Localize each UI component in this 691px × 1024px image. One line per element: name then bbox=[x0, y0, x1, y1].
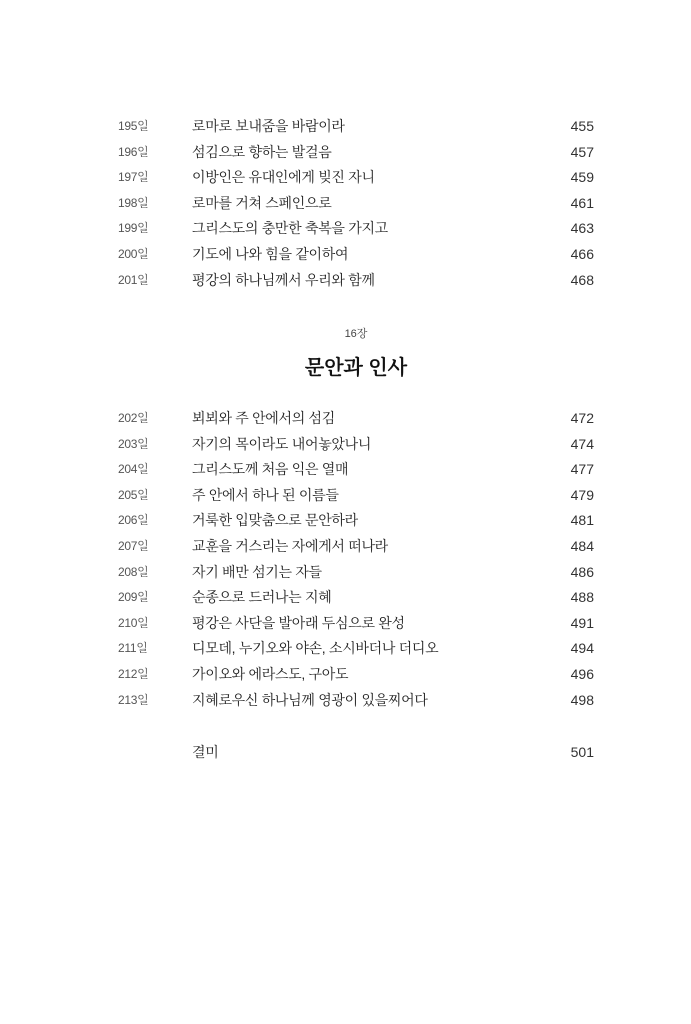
entry-day: 207일 bbox=[118, 538, 149, 553]
toc-entry[interactable] bbox=[0, 537, 691, 563]
entry-page: 477 bbox=[570, 461, 594, 478]
entry-page: 479 bbox=[570, 486, 594, 503]
entry-page: 484 bbox=[570, 537, 594, 554]
entry-title: 평강은 사단을 발아래 두심으로 완성 bbox=[192, 614, 405, 631]
entry-day: 199일 bbox=[118, 221, 149, 236]
toc-entry[interactable] bbox=[0, 588, 691, 614]
toc-entry[interactable] bbox=[0, 460, 691, 486]
chapter-title: 문안과 인사 bbox=[304, 357, 408, 379]
entry-page: 486 bbox=[570, 563, 594, 580]
entry-title: 지혜로우신 하나님께 영광이 있을찌어다 bbox=[192, 691, 428, 708]
entry-day: 209일 bbox=[118, 590, 149, 605]
entry-day: 212일 bbox=[118, 666, 149, 681]
entry-page: 457 bbox=[570, 143, 594, 160]
entry-title: 로마를 거쳐 스페인으로 bbox=[192, 194, 332, 211]
entry-title: 주 안에서 하나 된 이름들 bbox=[192, 486, 339, 503]
entry-title: 그리스도께 처음 익은 열매 bbox=[192, 461, 349, 478]
entry-title: 로마로 보내줌을 바람이라 bbox=[192, 118, 345, 134]
entry-day: 206일 bbox=[118, 513, 149, 528]
entry-page: 466 bbox=[570, 245, 594, 262]
toc-entry[interactable] bbox=[0, 143, 691, 169]
toc-entry[interactable] bbox=[0, 409, 691, 435]
entry-day: 196일 bbox=[118, 144, 149, 159]
entry-page: 494 bbox=[570, 640, 594, 657]
entry-page: 498 bbox=[570, 691, 594, 708]
entry-title: 이방인은 유대인에게 빚진 자니 bbox=[192, 169, 375, 186]
toc-entry[interactable] bbox=[0, 486, 691, 512]
entry-day: 213일 bbox=[118, 692, 149, 707]
toc-entry[interactable] bbox=[0, 435, 691, 461]
entry-title: 디모데, 누기오와 야손, 소시바더나 더디오 bbox=[192, 640, 439, 657]
entry-title: 평강의 하나님께서 우리와 함께 bbox=[192, 271, 375, 288]
entry-page: 474 bbox=[570, 435, 594, 452]
toc-entry[interactable] bbox=[0, 168, 691, 194]
entry-page: 463 bbox=[570, 220, 594, 237]
entry-day: 198일 bbox=[118, 195, 149, 210]
entry-day: 197일 bbox=[118, 170, 149, 185]
entry-page: 488 bbox=[570, 589, 594, 606]
toc-entry[interactable] bbox=[0, 691, 691, 717]
entry-day: 211일 bbox=[118, 641, 148, 656]
toc-entry[interactable] bbox=[0, 614, 691, 640]
toc-entry[interactable] bbox=[0, 117, 691, 143]
entry-day: 204일 bbox=[118, 462, 149, 477]
entry-title: 기도에 나와 힘을 같이하여 bbox=[192, 245, 349, 262]
entry-page: 501 bbox=[570, 744, 594, 760]
entry-day: 200일 bbox=[118, 246, 149, 261]
entry-title: 결미 bbox=[192, 744, 219, 760]
entry-title: 그리스도의 충만한 축복을 가지고 bbox=[192, 220, 388, 237]
entry-page: 491 bbox=[570, 614, 594, 631]
toc-entry-epilogue[interactable] bbox=[0, 743, 691, 763]
entry-title: 뵈뵈와 주 안에서의 섬김 bbox=[192, 410, 336, 426]
entry-title: 거룩한 입맞춤으로 문안하라 bbox=[192, 512, 358, 529]
entry-title: 섬김으로 향하는 발걸음 bbox=[192, 143, 332, 160]
entry-page: 481 bbox=[570, 512, 594, 529]
toc-entry[interactable] bbox=[0, 245, 691, 271]
entry-day: 208일 bbox=[118, 564, 149, 579]
entry-title: 순종으로 드러나는 지혜 bbox=[192, 589, 332, 606]
toc-entry[interactable] bbox=[0, 194, 691, 220]
entry-page: 472 bbox=[570, 410, 594, 426]
entry-page: 461 bbox=[570, 194, 594, 211]
entry-page: 459 bbox=[570, 169, 594, 186]
entry-title: 가이오와 에라스도, 구아도 bbox=[192, 665, 349, 682]
entry-day: 202일 bbox=[118, 411, 149, 425]
entry-title: 자기 배만 섬기는 자들 bbox=[192, 563, 322, 580]
entry-day: 195일 bbox=[118, 119, 149, 133]
entry-page: 455 bbox=[570, 118, 594, 134]
toc-list-section-2 bbox=[0, 409, 691, 716]
toc-entry[interactable] bbox=[0, 665, 691, 691]
toc-entry[interactable] bbox=[0, 219, 691, 245]
entry-page: 496 bbox=[570, 665, 594, 682]
entry-day: 210일 bbox=[118, 615, 149, 630]
entry-day: 205일 bbox=[118, 487, 149, 502]
toc-entry[interactable] bbox=[0, 639, 691, 665]
entry-page: 468 bbox=[570, 271, 594, 288]
entry-day: 201일 bbox=[118, 272, 149, 287]
toc-list-section-1 bbox=[0, 117, 691, 296]
chapter-number: 16장 bbox=[344, 328, 368, 340]
entry-title: 교훈을 거스리는 자에게서 떠나라 bbox=[192, 537, 388, 554]
entry-title: 자기의 목이라도 내어놓았나니 bbox=[192, 435, 372, 452]
toc-entry[interactable] bbox=[0, 271, 691, 297]
entry-day: 203일 bbox=[118, 436, 149, 451]
toc-entry[interactable] bbox=[0, 511, 691, 537]
toc-entry[interactable] bbox=[0, 563, 691, 589]
